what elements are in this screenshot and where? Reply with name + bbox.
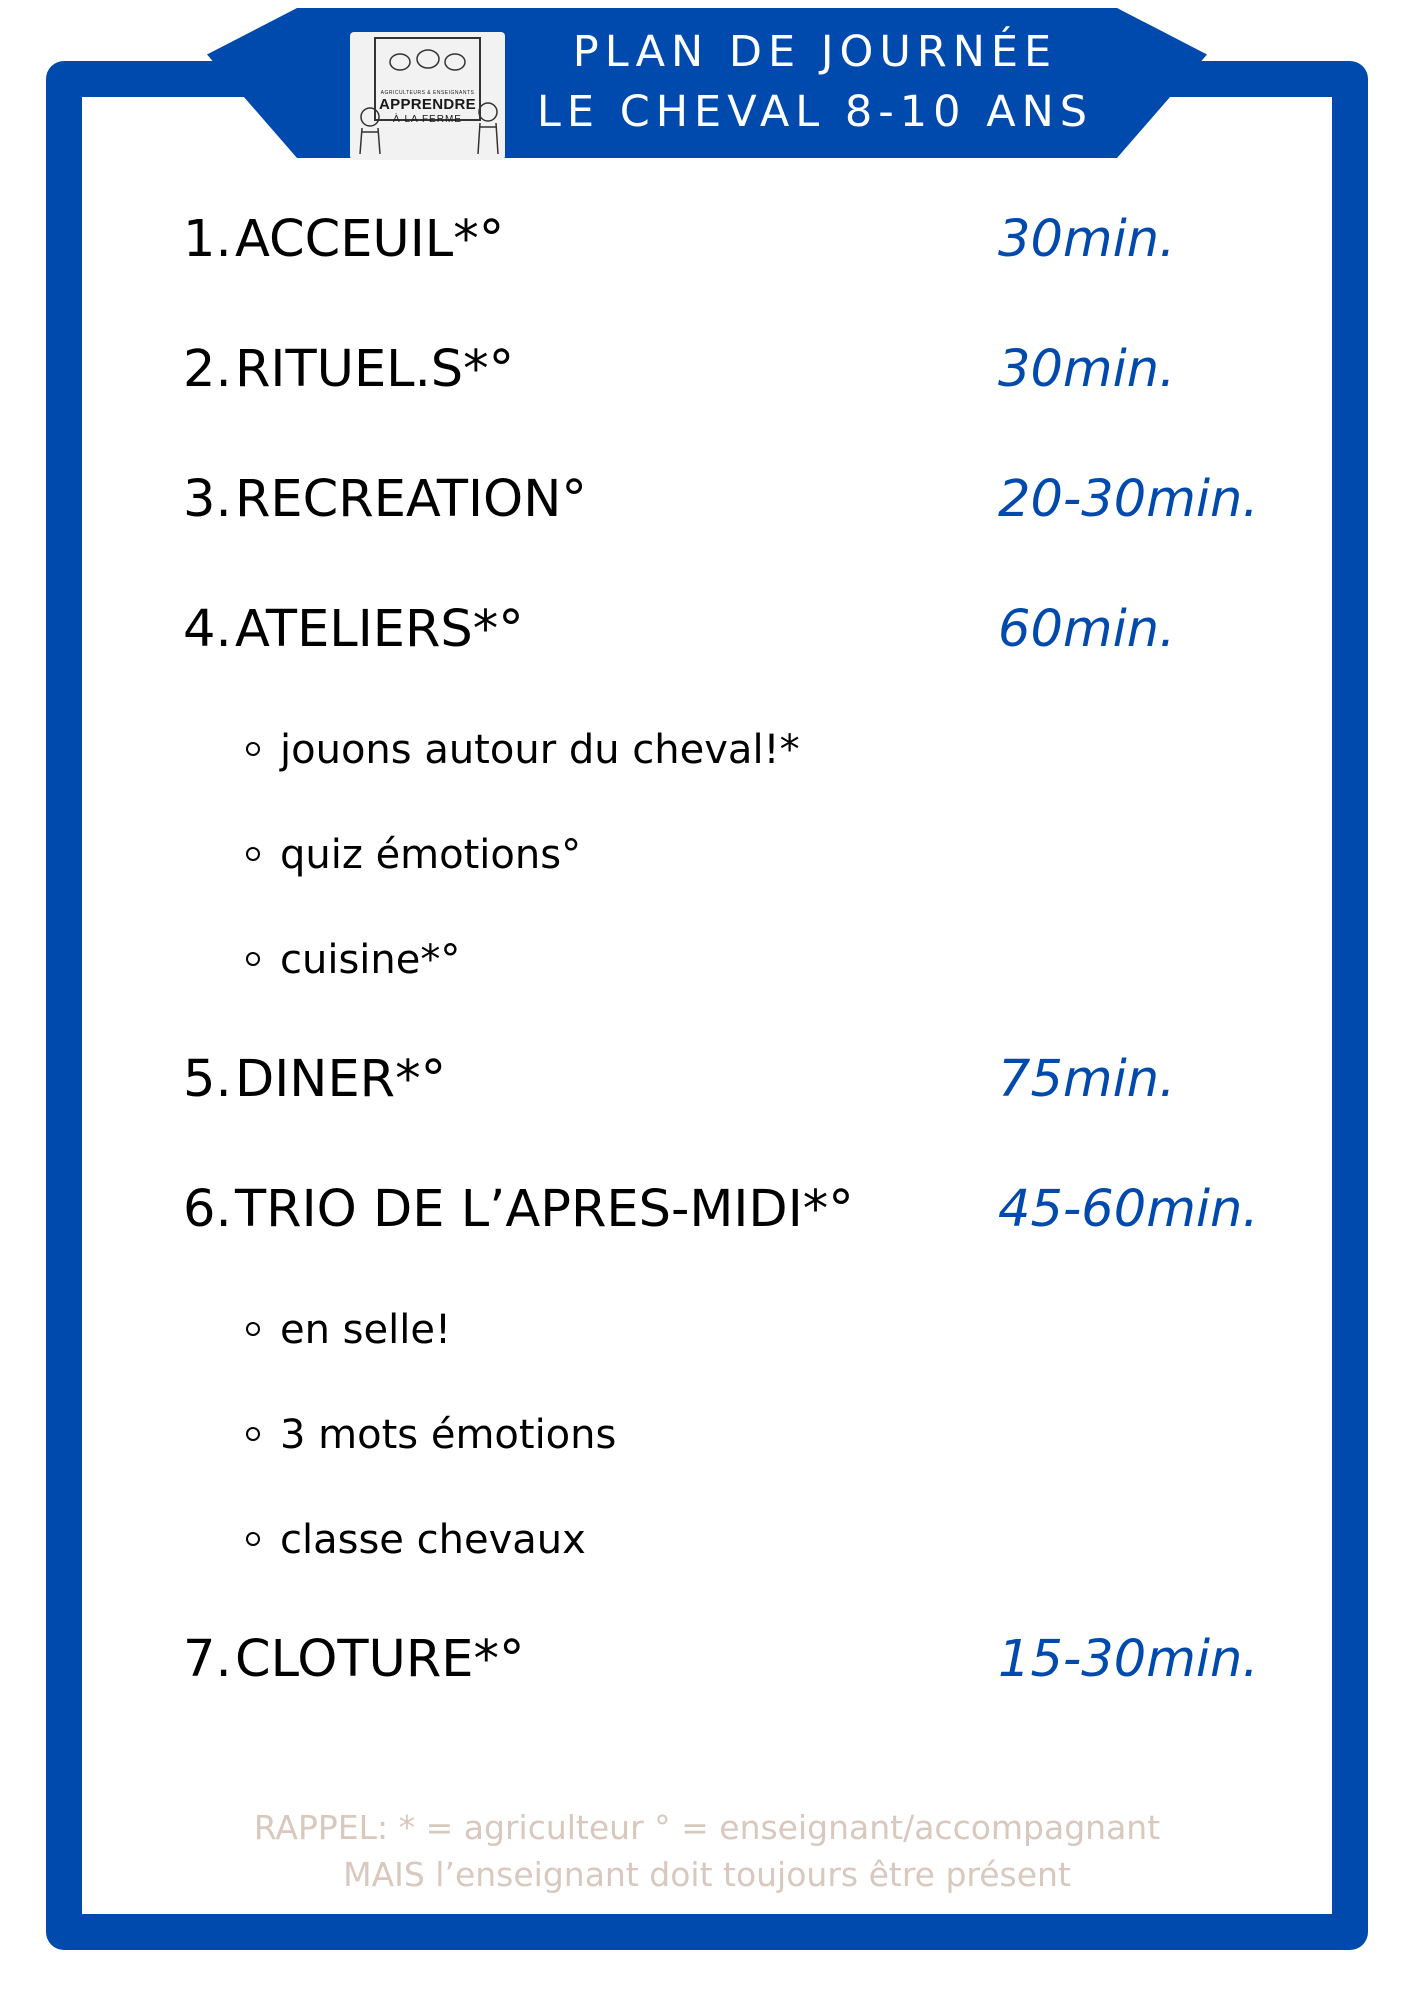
step-duration: 45-60min. bbox=[998, 1180, 1259, 1239]
step-label: RECREATION° bbox=[235, 470, 587, 529]
step-label: ATELIERS*° bbox=[235, 600, 524, 659]
circle-bullet-icon bbox=[246, 1532, 260, 1546]
step-number: 4. bbox=[183, 600, 232, 659]
circle-bullet-icon bbox=[246, 742, 260, 756]
step-number: 6. bbox=[183, 1180, 232, 1239]
step-item bbox=[183, 1050, 446, 1109]
circle-bullet-icon bbox=[246, 847, 260, 861]
step-duration: 60min. bbox=[998, 600, 1176, 659]
step-number: 3. bbox=[183, 470, 232, 529]
logo-sub-text: À LA FERME bbox=[393, 114, 462, 125]
title-line-2: LE CHEVAL 8-10 ANS bbox=[536, 87, 1094, 137]
step-number: 2. bbox=[183, 340, 232, 399]
step-label: RITUEL.S*° bbox=[235, 340, 515, 399]
page-title bbox=[530, 22, 1100, 142]
logo-main-text: APPRENDRE bbox=[379, 96, 476, 113]
step-label: ACCEUIL*° bbox=[235, 210, 505, 269]
footer-reminder: RAPPEL: * = agriculteur ° = enseignant/accompagnant bbox=[253, 1808, 1161, 1847]
step-item bbox=[183, 600, 524, 659]
step-label: DINER*° bbox=[235, 1050, 447, 1109]
step-number: 7. bbox=[183, 1630, 232, 1689]
sub-item-label: 3 mots émotions bbox=[280, 1412, 617, 1458]
step-duration: 30min. bbox=[998, 340, 1176, 399]
sub-item bbox=[246, 1412, 616, 1458]
sub-item bbox=[246, 937, 460, 983]
sub-item bbox=[246, 727, 800, 773]
step-number: 5. bbox=[183, 1050, 232, 1109]
logo-top-text: AGRICULTEURS & ENSEIGNANTS bbox=[380, 90, 475, 96]
circle-bullet-icon bbox=[246, 952, 260, 966]
title-line-1: PLAN DE JOURNÉE bbox=[572, 27, 1058, 77]
sub-item bbox=[246, 1307, 451, 1353]
step-duration: 20-30min. bbox=[998, 470, 1259, 529]
step-duration: 75min. bbox=[998, 1050, 1176, 1109]
sub-item-label: jouons autour du cheval!* bbox=[280, 727, 800, 773]
step-item bbox=[183, 340, 514, 399]
step-duration: 15-30min. bbox=[998, 1630, 1259, 1689]
step-duration: 30min. bbox=[998, 210, 1176, 269]
sub-item-label: quiz émotions° bbox=[280, 832, 582, 878]
circle-bullet-icon bbox=[246, 1322, 260, 1336]
circle-bullet-icon bbox=[246, 1427, 260, 1441]
farm-animals-logo-icon bbox=[350, 32, 505, 160]
step-item bbox=[183, 1630, 525, 1689]
sub-item-label: en selle! bbox=[280, 1307, 451, 1353]
sub-item bbox=[246, 1517, 586, 1563]
step-item bbox=[183, 210, 504, 269]
step-number: 1. bbox=[183, 210, 232, 269]
footer-note: MAIS l’enseignant doit toujours être présent bbox=[343, 1855, 1071, 1894]
step-label: CLOTURE*° bbox=[235, 1630, 525, 1689]
sub-item bbox=[246, 832, 581, 878]
step-item bbox=[183, 1180, 854, 1239]
step-item bbox=[183, 470, 587, 529]
sub-item-label: cuisine*° bbox=[280, 937, 461, 983]
sub-item-label: classe chevaux bbox=[280, 1517, 586, 1563]
step-label: TRIO DE L’APRES-MIDI*° bbox=[235, 1180, 854, 1239]
